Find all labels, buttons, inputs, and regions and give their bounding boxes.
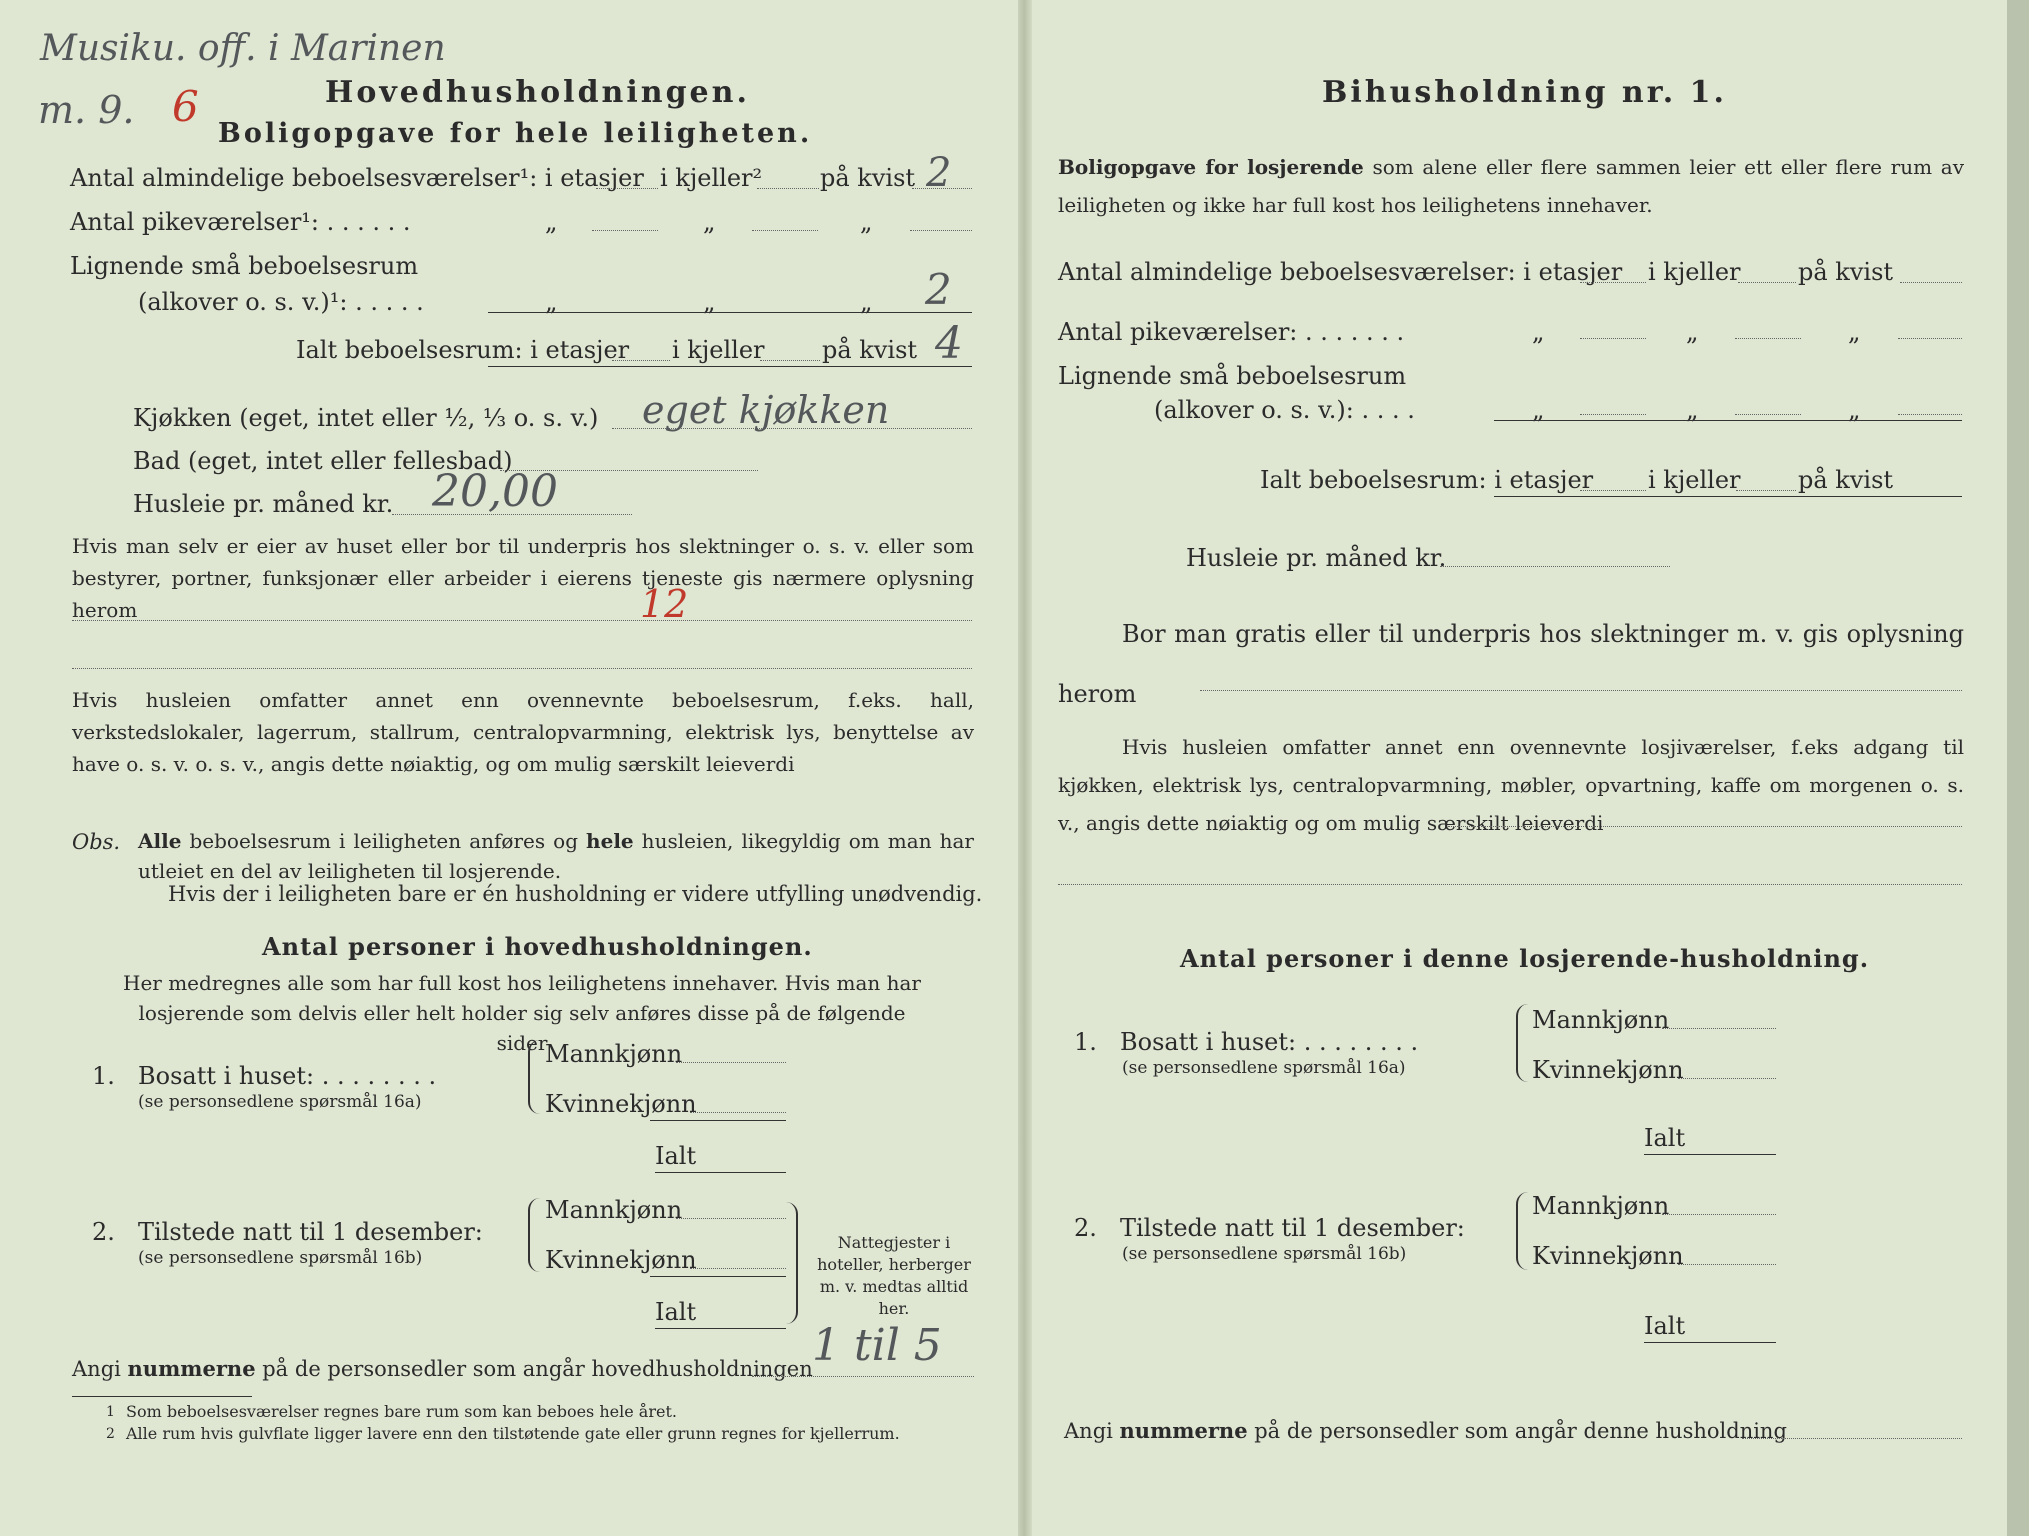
q1-female-label: Kvinnekjønn	[545, 1090, 697, 1118]
r-small-rooms-label: Lignende små beboelsesrum	[1058, 362, 1407, 390]
r-q2-sub: (se personsedlene spørsmål 16b)	[1122, 1244, 1407, 1264]
q2-total-label: Ialt	[655, 1298, 697, 1326]
r-q1-number: 1.	[1074, 1028, 1097, 1056]
obs-label: Obs.	[72, 830, 121, 854]
r-free-rent-instruction: Bor man gratis eller til underpris hos slektninger m. v. gis oplysning herom	[1058, 620, 1964, 708]
r-q1-male-label: Mannkjønn	[1532, 1006, 1670, 1034]
q2-sub: (se personsedlene spørsmål 16b)	[138, 1248, 423, 1268]
q2-label: Tilstede natt til 1 desember:	[138, 1218, 483, 1246]
sum-line	[1644, 1342, 1776, 1343]
r-maid-rooms-label: Antal pikeværelser: . . . . . . .	[1058, 318, 1405, 346]
r-q1-total-label: Ialt	[1644, 1124, 1686, 1152]
obs-text-part: husleien, likegyldig om man har utleiet en del av leiligheten til losjerende.	[138, 829, 974, 883]
obs-bold-hele: hele	[586, 829, 634, 853]
field-line	[592, 230, 658, 231]
r-total-kjeller-label: i kjeller	[1648, 466, 1741, 494]
field-line	[1736, 490, 1796, 491]
field-line	[910, 230, 972, 231]
owner-red-value: 12	[640, 582, 689, 626]
obs-bold-alle: Alle	[138, 829, 182, 853]
rent-includes-instruction: Hvis husleien omfatter annet enn ovennevnte beboelsesrum, f.eks. hall, verkstedslokaler, lagerrum, stallrum, centralopvarmning, elektrisk lys, benyttelse av have o. s. v. o. s. v., angis dette nøiaktig, og om mulig særskilt leieverdi	[72, 688, 974, 776]
brace	[528, 1198, 540, 1272]
sum-line	[1494, 496, 1962, 497]
page-title: Hovedhusholdningen.	[325, 75, 750, 110]
maid-rooms-label: Antal pikeværelser¹: . . . . . .	[70, 208, 411, 236]
total-kvist-label: på kvist	[822, 336, 918, 364]
field-line	[612, 360, 670, 361]
field-line	[690, 1112, 786, 1113]
field-line	[676, 1218, 786, 1219]
r-rent-includes-instruction: Hvis husleien omfatter annet enn ovennevnte losjiværelser, f.eks adgang til kjøkken, elektrisk lys, centralopvarmning, møbler, opvartning, kaffe om morgenen o. s. v., angis dette nøiaktig og om mulig særskilt leieverdi	[1058, 735, 1964, 835]
persons-instruction: Her medregnes alle som har full kost hos leilighetens innehaver. Hvis man har losjerende som delvis eller helt holder sig selv anføres disse på de følgende sider	[123, 971, 921, 1055]
r-numbers-instruction	[1064, 1418, 1787, 1443]
right-page-title: Bihusholdning nr. 1.	[1322, 75, 1727, 110]
field-line	[1742, 1438, 1962, 1439]
ditto-mark: „	[703, 288, 716, 316]
brace	[1516, 1192, 1528, 1270]
total-kjeller-label: i kjeller	[672, 336, 765, 364]
footnote-1-number: 1	[106, 1404, 115, 1420]
ditto-mark: „	[545, 208, 558, 236]
field-line	[1662, 1214, 1776, 1215]
field-line	[676, 1062, 786, 1063]
rent-value: 20,00	[432, 466, 558, 517]
ditto-mark: „	[860, 208, 873, 236]
obs-text	[138, 826, 974, 886]
numbers-value: 1 til 5	[812, 1320, 942, 1371]
footnote-2: Alle rum hvis gulvflate ligger lavere enn den tilstøtende gate eller grunn regnes for kjellerrum.	[126, 1424, 900, 1443]
sum-line	[650, 1120, 786, 1121]
lodger-intro	[1058, 148, 1964, 224]
sum-line	[650, 1276, 786, 1277]
q1-label: Bosatt i huset: . . . . . . . .	[138, 1062, 437, 1090]
kitchen-value: eget kjøkken	[642, 388, 890, 432]
r-total-kvist-label: på kvist	[1798, 466, 1894, 494]
sum-line	[488, 312, 972, 313]
total-rooms-label: Ialt beboelsesrum: i etasjer	[296, 336, 630, 364]
q1-number: 1.	[92, 1062, 115, 1090]
brace	[528, 1040, 540, 1114]
rooms-kvist-value: 2	[926, 150, 952, 196]
ditto-mark: „	[860, 288, 873, 316]
field-line	[1440, 566, 1670, 567]
field-line	[1735, 338, 1801, 339]
field-line	[1678, 1264, 1776, 1265]
r-q2-female-label: Kvinnekjønn	[1532, 1242, 1684, 1270]
sum-line	[1494, 420, 1962, 421]
field-line	[596, 188, 658, 189]
angi-text: på de personsedler som angår hovedhusholdningen	[255, 1357, 813, 1381]
field-line	[1900, 282, 1962, 283]
overnight-guests-note: Nattegjester i hoteller, herberger m. v. medtas alltid her.	[817, 1233, 971, 1318]
r-q1-sub: (se personsedlene spørsmål 16a)	[1122, 1058, 1406, 1078]
q2-female-label: Kvinnekjønn	[545, 1246, 697, 1274]
field-line	[752, 230, 818, 231]
r-q2-label: Tilstede natt til 1 desember:	[1120, 1214, 1465, 1242]
handwritten-occupation: Musiku. off. i Marinen	[40, 28, 446, 69]
ditto-mark: „	[703, 208, 716, 236]
handwritten-red-number: 6	[172, 82, 199, 131]
footnote-2-number: 2	[106, 1426, 115, 1442]
sum-line	[488, 366, 972, 367]
rooms-kvist-label: på kvist	[820, 164, 916, 192]
field-line	[760, 360, 820, 361]
field-line	[1898, 338, 1962, 339]
numbers-instruction	[72, 1356, 813, 1381]
field-line	[1200, 690, 1962, 691]
r-rooms-kjeller-label: i kjeller	[1648, 258, 1741, 286]
rooms-label: Antal almindelige beboelsesværelser¹: i etasjer	[70, 164, 644, 192]
r-persons-heading: Antal personer i denne losjerende-husholdning.	[1180, 944, 1870, 973]
r-rent-label: Husleie pr. måned kr.	[1186, 544, 1447, 572]
field-line	[1735, 414, 1801, 415]
ditto-mark: „	[1848, 318, 1861, 346]
brace	[786, 1202, 798, 1324]
obs-text-part: beboelsesrum i leiligheten anføres og	[181, 829, 587, 853]
small-rooms-value: 2	[925, 265, 952, 314]
sum-line	[1644, 1154, 1776, 1155]
field-line	[1580, 414, 1646, 415]
page-fold	[1018, 0, 1032, 1536]
ditto-mark: „	[545, 288, 558, 316]
angi-bold: nummerne	[127, 1356, 256, 1381]
owner-instruction: Hvis man selv er eier av huset eller bor til underpris hos slektninger o. s. v. eller som bestyrer, portner, funksjonær eller arbeider i eierens tjeneste gis nærmere oplysning herom	[72, 534, 974, 622]
total-rooms-value: 4	[935, 318, 963, 369]
brace	[1516, 1004, 1528, 1082]
field-line	[1058, 884, 1962, 885]
angi-text: Angi	[72, 1357, 128, 1381]
r-q2-male-label: Mannkjønn	[1532, 1192, 1670, 1220]
field-line	[1678, 1078, 1776, 1079]
lodger-intro-text: som alene eller flere sammen leier ett eller flere rum av leiligheten og ikke har full kost hos leilighetens innehaver.	[1058, 155, 1964, 217]
field-line	[72, 668, 972, 669]
footnote-1: Som beboelsesværelser regnes bare rum som kan beboes hele året.	[126, 1402, 677, 1421]
r-q2-total-label: Ialt	[1644, 1312, 1686, 1340]
field-line	[1898, 414, 1962, 415]
field-line	[1738, 282, 1796, 283]
field-line	[752, 1376, 974, 1377]
r-total-rooms-label: Ialt beboelsesrum: i etasjer	[1260, 466, 1594, 494]
handwritten-code: m. 9.	[38, 88, 135, 132]
r-rooms-label: Antal almindelige beboelsesværelser: i etasjer	[1058, 258, 1623, 286]
sum-line	[655, 1172, 786, 1173]
ditto-mark: „	[1686, 318, 1699, 346]
kitchen-label: Kjøkken (eget, intet eller ½, ⅓ o. s. v.)	[133, 404, 599, 432]
ditto-mark: „	[1848, 396, 1861, 424]
ditto-mark: „	[1532, 396, 1545, 424]
ditto-mark: „	[1532, 318, 1545, 346]
lodger-intro-bold: Boligopgave for losjerende	[1058, 155, 1364, 179]
field-line	[1448, 826, 1962, 827]
rent-label: Husleie pr. måned kr.	[133, 490, 394, 518]
field-line	[757, 188, 819, 189]
rooms-kjeller-label: i kjeller²	[660, 164, 763, 192]
angi-text: på de personsedler som angår denne husholdning	[1247, 1419, 1787, 1443]
small-rooms-label-2: (alkover o. s. v.)¹: . . . . .	[138, 288, 424, 316]
field-line	[1580, 282, 1646, 283]
bath-label: Bad (eget, intet eller fellesbad)	[133, 447, 513, 475]
obs-note: Hvis der i leiligheten bare er én husholdning er videre utfylling unødvendig.	[168, 882, 983, 906]
small-rooms-label: Lignende små beboelsesrum	[70, 252, 419, 280]
ditto-mark: „	[1686, 396, 1699, 424]
q2-male-label: Mannkjønn	[545, 1196, 683, 1224]
q1-sub: (se personsedlene spørsmål 16a)	[138, 1092, 422, 1112]
angi-bold: nummerne	[1119, 1418, 1248, 1443]
page-subtitle: Boligopgave for hele leiligheten.	[218, 118, 813, 149]
r-q1-female-label: Kvinnekjønn	[1532, 1056, 1684, 1084]
r-q2-number: 2.	[1074, 1214, 1097, 1242]
r-small-rooms-label-2: (alkover o. s. v.): . . . .	[1154, 396, 1415, 424]
field-line	[72, 620, 972, 621]
field-line	[690, 1268, 786, 1269]
r-q1-label: Bosatt i huset: . . . . . . . .	[1120, 1028, 1419, 1056]
r-rooms-kvist-label: på kvist	[1798, 258, 1894, 286]
paper-edge	[2007, 0, 2029, 1536]
field-line	[1662, 1028, 1776, 1029]
q1-total-label: Ialt	[655, 1142, 697, 1170]
field-line	[1580, 490, 1646, 491]
field-line	[1580, 338, 1646, 339]
footnote-divider	[72, 1396, 252, 1397]
sum-line	[655, 1328, 786, 1329]
persons-heading: Antal personer i hovedhusholdningen.	[262, 932, 813, 961]
q2-number: 2.	[92, 1218, 115, 1246]
angi-text: Angi	[1064, 1419, 1120, 1443]
q1-male-label: Mannkjønn	[545, 1040, 683, 1068]
